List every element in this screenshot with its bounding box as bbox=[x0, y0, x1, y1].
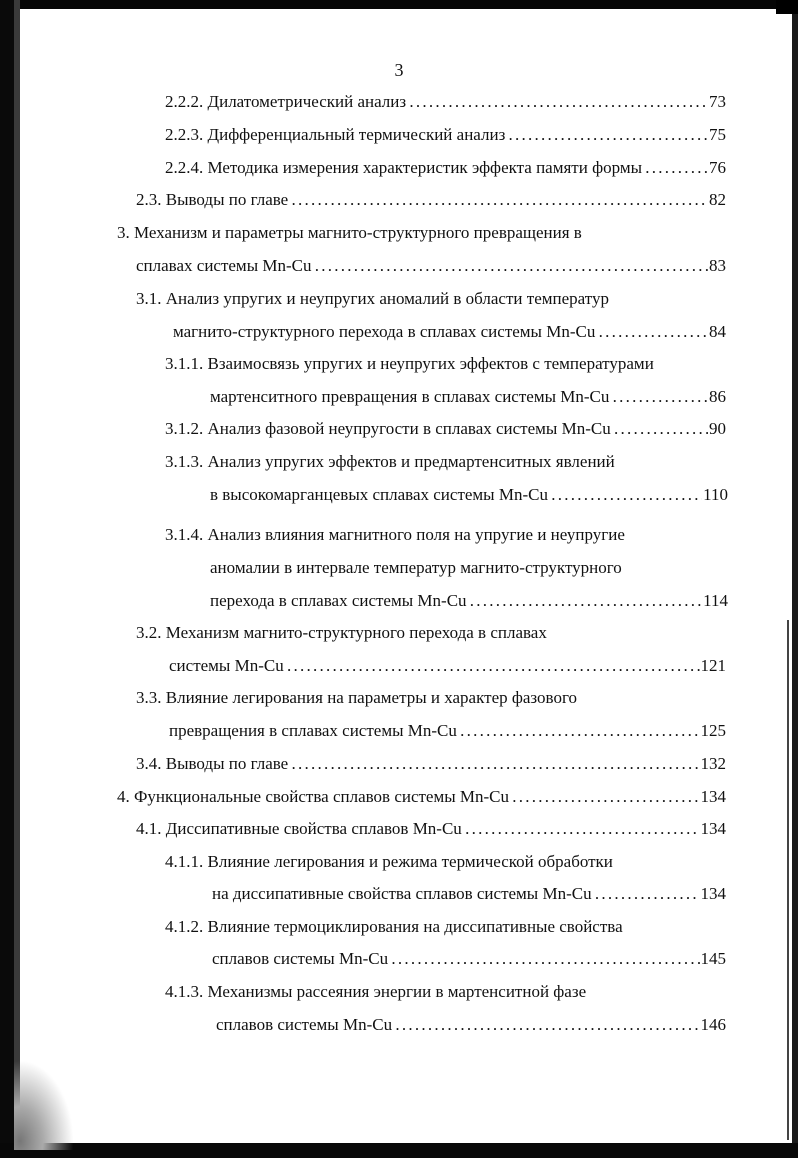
toc-entry-title: 3. Механизм и параметры магнито-структурного превращения в bbox=[117, 223, 582, 242]
toc-entry-page: 110 bbox=[703, 485, 728, 504]
toc-entry-page: 134 bbox=[700, 819, 726, 838]
toc-entry bbox=[165, 124, 726, 146]
toc-entry bbox=[173, 321, 726, 343]
toc-entry bbox=[136, 255, 726, 277]
toc-entry-title: 3.4. Выводы по главе . . . bbox=[136, 754, 726, 773]
toc-entry-title: 2.2.3. Дифференциальный термический анализ . . . bbox=[165, 125, 726, 144]
toc-entry-title: 4.1.1. Влияние легирования и режима термической обработки bbox=[165, 852, 613, 871]
scan-corner-smudge bbox=[14, 1060, 74, 1150]
toc-entry bbox=[136, 189, 726, 211]
toc-entry-title: 4.1.3. Механизмы рассеяния энергии в мартенситной фазе bbox=[165, 982, 587, 1001]
toc-entry-page: 134 bbox=[700, 884, 726, 903]
toc-entry-title: сплавах системы Mn-Cu . . . bbox=[136, 256, 726, 275]
toc-entry-page: 134 bbox=[700, 787, 726, 806]
toc-entry bbox=[165, 451, 726, 473]
toc-entry-title: 3.3. Влияние легирования на параметры и характер фазового bbox=[136, 688, 577, 707]
toc-entry-page: 75 bbox=[709, 125, 726, 144]
toc-entry bbox=[165, 353, 726, 375]
scan-border-right bbox=[792, 14, 798, 1144]
toc-entry-title: 3.2. Механизм магнито-структурного перехода в сплавах bbox=[136, 623, 547, 642]
toc-entry bbox=[165, 981, 726, 1003]
toc-entry bbox=[136, 753, 726, 775]
toc-entry-title: 3.1. Анализ упругих и неупругих аномалий в области температур bbox=[136, 289, 609, 308]
toc-entry-page: 84 bbox=[709, 322, 726, 341]
toc-entry-title: 4.1.2. Влияние термоциклирования на диссипативные свойства bbox=[165, 917, 623, 936]
toc-entry bbox=[136, 622, 726, 644]
toc-entry-page: 86 bbox=[709, 387, 726, 406]
toc-entry-title: аномалии в интервале температур магнито-структурного bbox=[210, 558, 622, 577]
scan-border-bottom bbox=[0, 1143, 798, 1158]
toc-entry bbox=[165, 851, 726, 873]
toc-entry bbox=[117, 222, 726, 244]
toc-entry bbox=[216, 1014, 726, 1036]
toc-entry bbox=[136, 687, 726, 709]
toc-entry bbox=[210, 484, 728, 506]
toc-entry-page: 125 bbox=[700, 721, 726, 740]
toc-entry bbox=[210, 386, 726, 408]
toc-entry-title: сплавов системы Mn-Cu . . . bbox=[216, 1015, 726, 1034]
toc-entry bbox=[136, 818, 726, 840]
toc-entry bbox=[165, 91, 726, 113]
toc-entry bbox=[169, 720, 726, 742]
toc-entry-page: 145 bbox=[700, 949, 726, 968]
page-number: 3 bbox=[394, 60, 404, 80]
toc-entry bbox=[210, 590, 728, 612]
toc-entry-page: 76 bbox=[709, 158, 726, 177]
toc-entry-page: 132 bbox=[700, 754, 726, 773]
toc-entry bbox=[210, 557, 726, 579]
toc-entry bbox=[212, 948, 726, 970]
toc-entry bbox=[212, 883, 726, 905]
toc-entry-title: 2.2.2. Дилатометрический анализ . . . bbox=[165, 92, 726, 111]
scan-border-right-line bbox=[787, 620, 789, 1140]
scan-border-top-right bbox=[776, 0, 798, 14]
toc-entry-title: 4. Функциональные свойства сплавов системы Mn-Cu . . . bbox=[117, 787, 726, 806]
toc-entry bbox=[165, 157, 726, 179]
toc-entry bbox=[165, 418, 726, 440]
toc-entry-page: 83 bbox=[709, 256, 726, 275]
toc-entry-title: магнито-структурного перехода в сплавах системы Mn-Cu . . . bbox=[173, 322, 726, 341]
toc-entry-title: 4.1. Диссипативные свойства сплавов Mn-Cu . . . bbox=[136, 819, 726, 838]
toc-entry bbox=[169, 655, 726, 677]
toc-entry-page: 90 bbox=[709, 419, 726, 438]
scan-border-left-shadow bbox=[14, 0, 20, 1158]
toc-entry-title: мартенситного превращения в сплавах системы Mn-Cu . . . bbox=[210, 387, 726, 406]
toc-entry-page: 114 bbox=[703, 591, 728, 610]
toc-entry-title: системы Mn-Cu . . . bbox=[169, 656, 726, 675]
toc-entry-title: 2.2.4. Методика измерения характеристик эффекта памяти формы . . . bbox=[165, 158, 726, 177]
toc-entry-title: превращения в сплавах системы Mn-Cu . . . bbox=[169, 721, 726, 740]
toc-entry-page: 146 bbox=[700, 1015, 726, 1034]
toc-entry-page: 82 bbox=[709, 190, 726, 209]
toc-entry-title: 3.1.4. Анализ влияния магнитного поля на упругие и неупругие bbox=[165, 525, 625, 544]
toc-entry-title: на диссипативные свойства сплавов системы Mn-Cu . . . bbox=[212, 884, 726, 903]
toc-entry-title: перехода в сплавах системы Mn-Cu . . . bbox=[210, 591, 728, 610]
toc-entry-title: 3.1.2. Анализ фазовой неупругости в сплавах системы Mn-Cu . . . bbox=[165, 419, 726, 438]
toc-entry-page: 121 bbox=[700, 656, 726, 675]
toc-entry-title: сплавов системы Mn-Cu . . . bbox=[212, 949, 726, 968]
scan-border-top bbox=[0, 0, 776, 9]
toc-entry bbox=[165, 524, 726, 546]
toc-entry bbox=[136, 288, 726, 310]
toc-entry bbox=[117, 786, 726, 808]
toc-entry-title: 3.1.3. Анализ упругих эффектов и предмартенситных явлений bbox=[165, 452, 615, 471]
toc-entry-title: 3.1.1. Взаимосвязь упругих и неупругих эффектов с температурами bbox=[165, 354, 654, 373]
toc-entry bbox=[165, 916, 726, 938]
toc-entry-page: 73 bbox=[709, 92, 726, 111]
toc-entry-title: в высокомарганцевых сплавах системы Mn-Cu . . . bbox=[210, 485, 728, 504]
scan-border-left bbox=[0, 0, 14, 1158]
toc-entry-title: 2.3. Выводы по главе . . . bbox=[136, 190, 726, 209]
